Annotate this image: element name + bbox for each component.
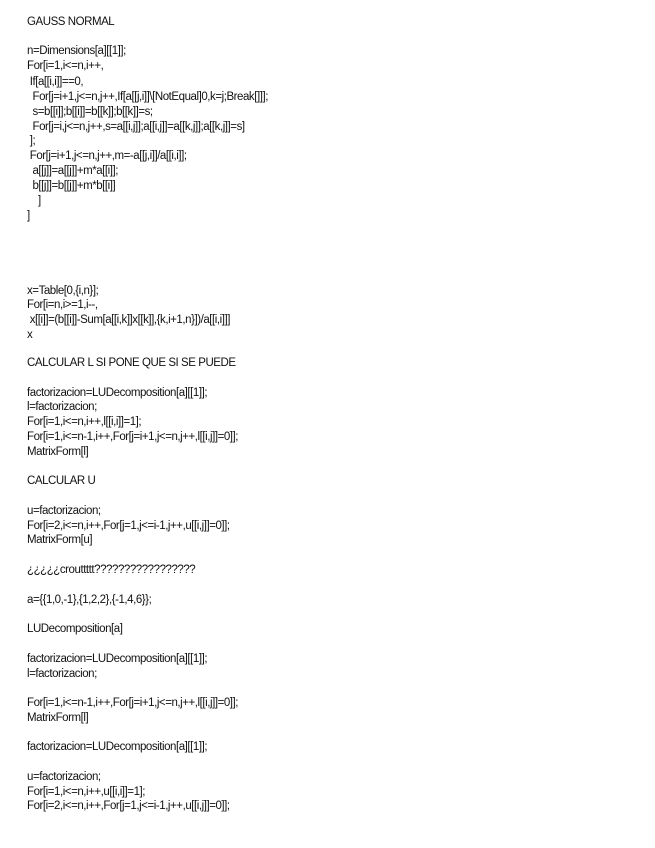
code-line: For[i=2,i<=n,i++,For[j=1,j<=i-1,j++,u[[i,j]]=0]]; — [27, 800, 230, 812]
code-line: u=factorizacion; — [27, 505, 101, 517]
code-line: ]; — [27, 135, 36, 147]
code-line: MatrixForm[l] — [27, 446, 89, 458]
code-line: If[a[[i,i]]==0, — [27, 76, 84, 88]
code-line: a={{1,0,-1},{1,2,2},{-1,4,6}}; — [27, 594, 152, 606]
code-line: For[j=i,j<=n,j++,s=a[[i,j]];a[[i,j]]=a[[k,j]];a[[k,j]]=s] — [27, 121, 245, 133]
heading-crout: ¿¿¿¿¿crouttttt????????????????? — [27, 564, 196, 576]
code-line: For[i=1,i<=n,i++,l[[i,i]]=1]; — [27, 416, 142, 428]
code-line: a[[j]]=a[[j]]+m*a[[i]]; — [27, 165, 119, 177]
code-line: l=factorizacion; — [27, 668, 97, 680]
code-line: l=factorizacion; — [27, 401, 97, 413]
code-line: MatrixForm[l] — [27, 712, 89, 724]
code-line: u=factorizacion; — [27, 771, 101, 783]
code-line: factorizacion=LUDecomposition[a][[1]]; — [27, 653, 208, 665]
code-line: For[i=2,i<=n,i++,For[j=1,j<=i-1,j++,u[[i,j]]=0]]; — [27, 520, 230, 532]
code-line: n=Dimensions[a][[1]]; — [27, 45, 126, 57]
code-line: For[i=1,i<=n-1,i++,For[j=i+1,j<=n,j++,l[[i,j]]=0]]; — [27, 431, 239, 443]
code-line: factorizacion=LUDecomposition[a][[1]]; — [27, 387, 208, 399]
code-line: MatrixForm[u] — [27, 534, 93, 546]
code-line: For[j=i+1,j<=n,j++,m=-a[[j,i]]/a[[i,i]]; — [27, 150, 187, 162]
code-line: x — [27, 329, 33, 341]
code-line: s=b[[i]];b[[i]]=b[[k]];b[[k]]=s; — [27, 106, 153, 118]
code-line: For[i=n,i>=1,i--, — [27, 299, 98, 311]
code-line: For[i=1,i<=n,i++, — [27, 60, 104, 72]
code-line: x[[i]]=(b[[i]]-Sum[a[[i,k]]x[[k]],{k,i+1,n}])/a[[i,i]]] — [27, 314, 230, 326]
code-line: factorizacion=LUDecomposition[a][[1]]; — [27, 741, 208, 753]
heading-calcular-u: CALCULAR U — [27, 475, 96, 487]
code-line: x=Table[0,{i,n}]; — [27, 285, 99, 297]
heading-calcular-l: CALCULAR L SI PONE QUE SI SE PUEDE — [27, 357, 236, 369]
code-line: LUDecomposition[a] — [27, 623, 123, 635]
code-line: For[i=1,i<=n-1,i++,For[j=i+1,j<=n,j++,l[[i,j]]=0]]; — [27, 697, 239, 709]
code-line: For[i=1,i<=n,i++,u[[i,i]]=1]; — [27, 786, 145, 798]
code-line: ] — [27, 195, 41, 207]
code-line: For[j=i+1,j<=n,j++,If[a[[j,i]]\[NotEqual]0,k=j;Break[]]]; — [27, 91, 268, 103]
code-line: ] — [27, 210, 30, 222]
code-line: b[[j]]=b[[j]]+m*b[[i]] — [27, 180, 116, 192]
heading-gauss-normal: GAUSS NORMAL — [27, 16, 115, 28]
